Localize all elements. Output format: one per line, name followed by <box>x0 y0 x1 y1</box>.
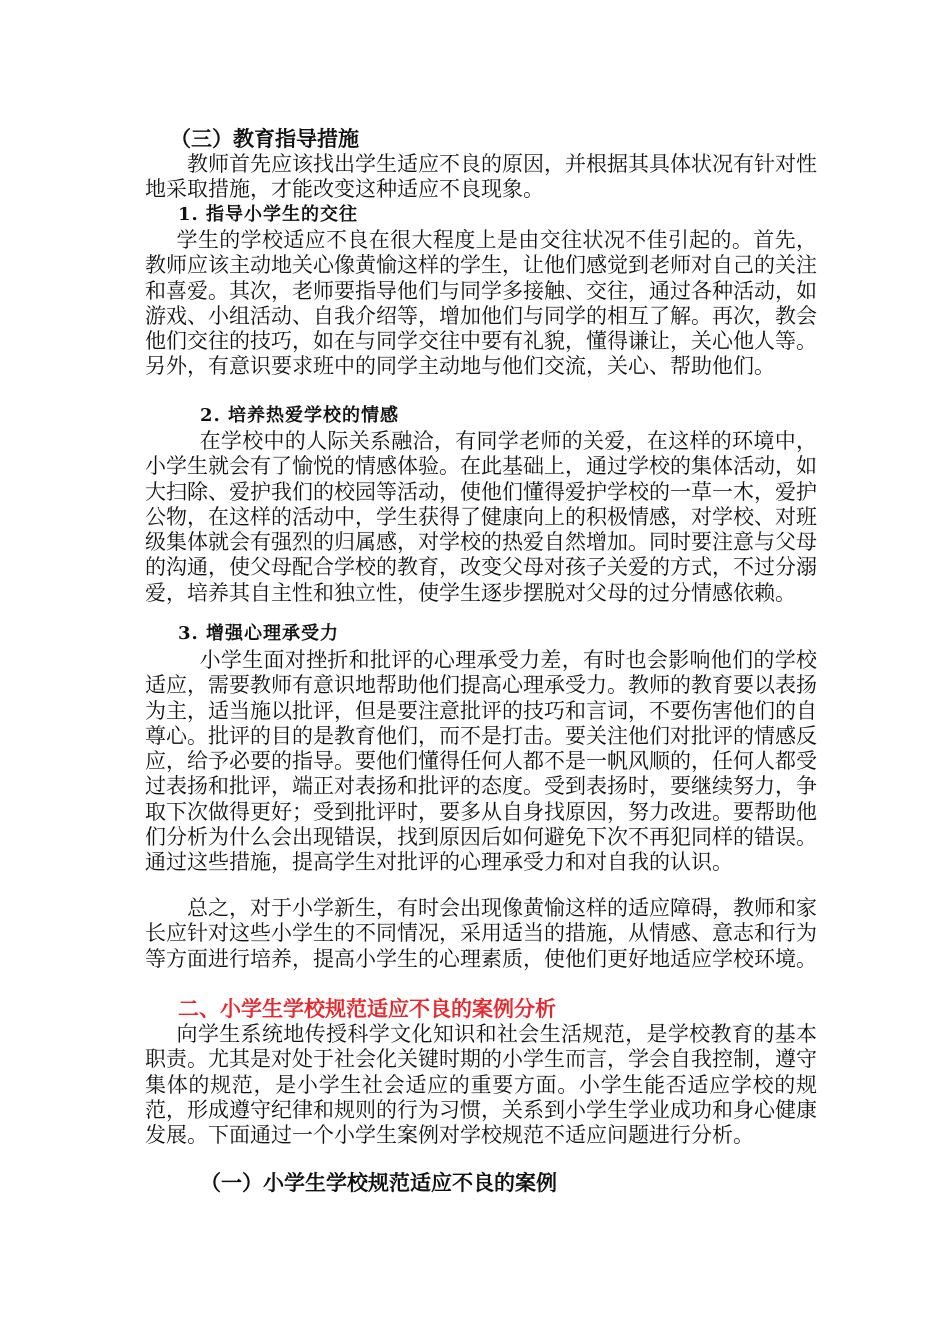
heading-case: （一）小学生学校规范适应不良的案例 <box>200 1170 557 1195</box>
paragraph-guide-interaction: 学生的学校适应不良在很大程度上是由交往状况不佳引起的。首先，教师应该主动地关心像黄愉这样的学生，让他们感觉到老师对自己的关注和喜爱。其次，老师要指导他们与同学多接触、交往，通过各种活动，如游戏、小组活动、自我介绍等，增加他们与同学的相互了解。再次，教会他们交往的技巧，如在与同学交往中要有礼貌，懂得谦让，关心他人等。另外，有意识要求班中的同学主动地与他们交流，关心、帮助他们。 <box>145 228 817 379</box>
subheading-school-love: 2. 培养热爱学校的情感 <box>200 405 400 426</box>
paragraph-school-love: 在学校中的人际关系融洽，有同学老师的关爱，在这样的环境中，小学生就会有了愉悦的情感体验。在此基础上，通过学校的集体活动，如大扫除、爱护我们的校园等活动，使他们懂得爱护学校的一草一木，爱护公物，在这样的活动中，学生获得了健康向上的积极情感，对学校、对班级集体就会有强烈的归属感，对学校的热爱自然增加。同时要注意与父母的沟通，使父母配合学校的教育，改变父母对孩子关爱的方式，不过分溺爱，培养其自主性和独立性，使学生逐步摆脱对父母的过分情感依赖。 <box>145 429 817 605</box>
paragraph-summary: 总之，对于小学新生，有时会出现像黄愉这样的适应障碍，教师和家长应针对这些小学生的不同情况，采用适当的措施，从情感、意志和行为等方面进行培养，提高小学生的心理素质，使他们更好地适应学校环境。 <box>145 896 817 971</box>
subheading-resilience: 3. 增强心理承受力 <box>178 623 340 644</box>
heading-section-two: 二、小学生学校规范适应不良的案例分析 <box>178 996 556 1021</box>
paragraph-section-two: 向学生系统地传授科学文化知识和社会生活规范，是学校教育的基本职责。尤其是对处于社会化关键时期的小学生而言，学会自我控制，遵守集体的规范，是小学生社会适应的重要方面。小学生能否适应学校的规范，形成遵守纪律和规则的行为习惯，关系到小学生学业成功和身心健康发展。下面通过一个小学生案例对学校规范不适应问题进行分析。 <box>145 1022 817 1148</box>
subheading-guide-interaction: 1. 指导小学生的交往 <box>178 204 359 225</box>
paragraph-resilience: 小学生面对挫折和批评的心理承受力差，有时也会影响他们的学校适应，需要教师有意识地帮助他们提高心理承受力。教师的教育要以表扬为主，适当施以批评，但是要注意批评的技巧和言词，不要伤害他们的自尊心。批评的目的是教育他们，而不是打击。要关注他们对批评的情感反应，给予必要的指导。要他们懂得任何人都不是一帆风顺的，任何人都受过表扬和批评，端正对表扬和批评的态度。受到表扬时，要继续努力，争取下次做得更好；受到批评时，要多从自身找原因，努力改进。要帮助他们分析为什么会出现错误，找到原因后如何避免下次不再犯同样的错误。通过这些措施，提高学生对批评的心理承受力和对自我的认识。 <box>145 648 817 875</box>
paragraph-intro: 教师首先应该找出学生适应不良的原因，并根据其具体状况有针对性地采取措施，才能改变这种适应不良现象。 <box>145 152 817 202</box>
heading-education-measures: （三）教育指导措施 <box>170 126 359 151</box>
